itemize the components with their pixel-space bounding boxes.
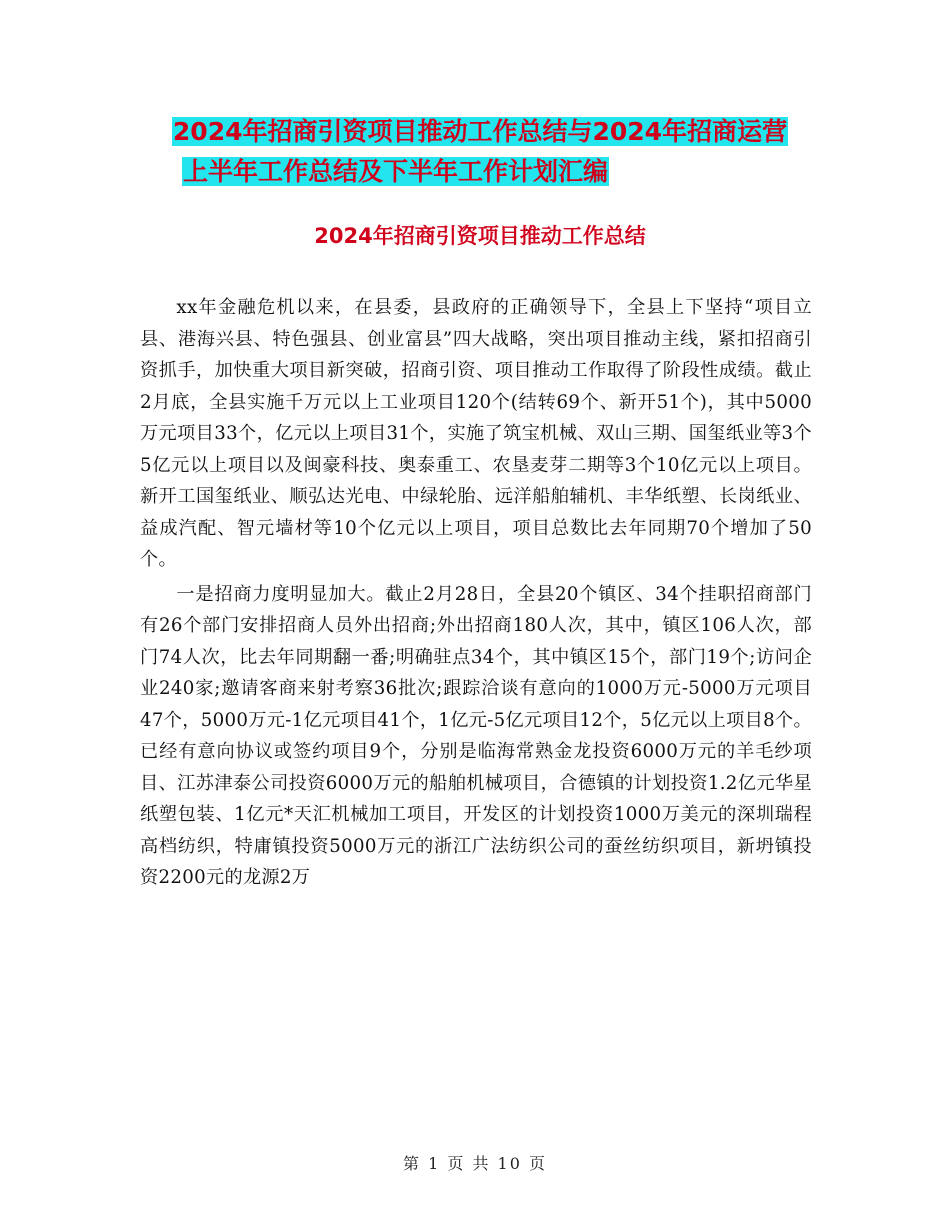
body-text <box>140 292 812 897</box>
title-line-2 <box>140 152 820 192</box>
title-line-1-text: 2024年招商引资项目推动工作总结与2024年招商运营 <box>172 117 788 146</box>
title-line-1 <box>140 112 820 152</box>
paragraph-1: xx年金融危机以来，在县委，县政府的正确领导下，全县上下坚持“项目立县、港海兴县、特色强县、创业富县”四大战略，突出项目推动主线，紧扣招商引资抓手，加快重大项目新突破，招商引资、项目推动工作取得了阶段性成绩。截止2月底，全县实施千万元以上工业项目120个(结转69个、新开51个)，其中5000万元项目33个，亿元以上项目31个，实施了筑宝机械、双山三期、国玺纸业等3个5亿元以上项目以及闽豪科技、奥泰重工、农垦麦芽二期等3个10亿元以上项目。新开工国玺纸业、顺弘达光电、中绿轮胎、远洋船舶辅机、丰华纸塑、长岗纸业、益成汽配、智元墙材等10个亿元以上项目，项目总数比去年同期70个增加了50个。 <box>140 297 812 570</box>
document-title <box>140 112 820 192</box>
page-footer: 第 1 页 共 10 页 <box>403 1154 547 1173</box>
paragraph-2: 一是招商力度明显加大。截止2月28日，全县20个镇区、34个挂职招商部门有26个部门安排招商人员外出招商;外出招商180人次，其中，镇区106人次，部门74人次，比去年同期翻一番;明确驻点34个，其中镇区15个，部门19个;访问企业240家;邀请客商来射考察36批次;跟踪洽谈有意向的1000万元-5000万元项目47个，5000万元-1亿元项目41个，1亿元-5亿元项目12个，5亿元以上项目8个。已经有意向协议或签约项目9个，分别是临海常熟金龙投资6000万元的羊毛纱项目、江苏津泰公司投资6000万元的船舶机械项目，合德镇的计划投资1.2亿元华星纸塑包装、1亿元*天汇机械加工项目，开发区的计划投资1000万美元的深圳瑞程高档纺织，特庸镇投资5000万元的浙江广法纺织公司的蚕丝纺织项目，新坍镇投资2200元的龙源2万 <box>140 583 812 888</box>
title-line-2-text: 上半年工作总结及下半年工作计划汇编 <box>183 157 609 186</box>
section-title: 2024年招商引资项目推动工作总结 <box>314 224 646 248</box>
